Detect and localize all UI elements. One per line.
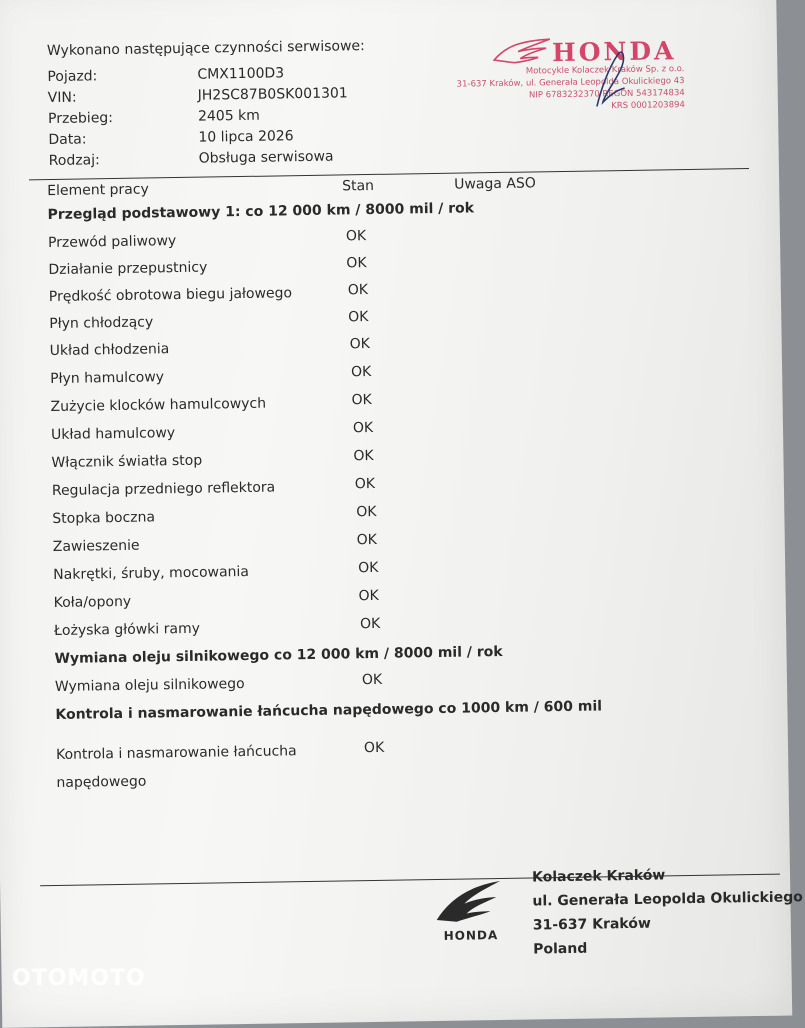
- work-item: Regulacja przedniego reflektora: [51, 479, 276, 500]
- status-ok: OK: [356, 531, 378, 549]
- work-item: Koła/opony: [53, 593, 132, 612]
- vehicle-value: JH2SC87B0SK001301: [197, 85, 348, 104]
- status-ok: OK: [358, 587, 379, 605]
- work-item: Nakrętki, śruby, mocowania: [53, 563, 250, 584]
- status-ok: OK: [348, 309, 369, 326]
- footer-address-line: ul. Generała Leopolda Okulickiego: [532, 889, 803, 910]
- section-heading: Kontrola i nasmarowanie łańcucha napędowego co 1000 km / 600 mil: [55, 698, 603, 723]
- status-ok: OK: [350, 363, 372, 381]
- work-item: Prędkość obrotowa biegu jałowego: [48, 285, 293, 306]
- column-header-note: Uwaga ASO: [454, 175, 536, 193]
- stamp-brand: HONDA: [551, 36, 677, 68]
- work-item: Łożyska główki ramy: [53, 620, 201, 640]
- vehicle-label: Data:: [48, 131, 87, 149]
- stamp-line: NIP 6783232370 REGON 543174834: [528, 88, 685, 101]
- status-ok: OK: [353, 447, 374, 465]
- honda-wing-logo: [432, 875, 509, 946]
- column-header-status: Stan: [342, 177, 375, 195]
- work-item: Stopka boczna: [52, 509, 156, 528]
- work-item: Płyn chłodzący: [49, 314, 154, 333]
- status-ok: OK: [363, 739, 385, 757]
- work-item-continued: napędowego: [56, 773, 147, 791]
- status-ok: OK: [345, 228, 367, 245]
- work-item: Działanie przepustnicy: [48, 259, 208, 279]
- status-ok: OK: [351, 391, 372, 409]
- work-item: Układ hamulcowy: [50, 425, 176, 444]
- header-rule: [29, 168, 749, 181]
- work-item: Przewód paliwowy: [47, 233, 177, 252]
- footer-brand: HONDA: [443, 928, 499, 943]
- section-heading: Przegląd podstawowy 1: co 12 000 km / 8000 mil / rok: [47, 200, 475, 224]
- dealer-stamp: [456, 35, 703, 118]
- signature-icon: [590, 50, 631, 111]
- section-heading: Wymiana oleju silnikowego co 12 000 km / 8000 mil / rok: [54, 643, 503, 668]
- vehicle-label: VIN:: [47, 89, 77, 107]
- status-ok: OK: [346, 255, 367, 272]
- work-item: Zawieszenie: [52, 537, 140, 556]
- status-ok: OK: [349, 336, 370, 353]
- work-item: Płyn hamulcowy: [50, 369, 165, 388]
- vehicle-value: Obsługa serwisowa: [198, 148, 334, 167]
- work-item: Kontrola i nasmarowanie łańcucha: [55, 743, 297, 763]
- vehicle-value: 2405 km: [197, 107, 260, 125]
- footer-address-line: Poland: [533, 940, 588, 958]
- work-item: Zużycie klocków hamulcowych: [50, 395, 267, 416]
- work-item: Układ chłodzenia: [49, 341, 170, 360]
- stamp-line: 31-637 Kraków, ul. Generała Leopolda Okulickiego 43: [456, 76, 685, 90]
- work-item: Wymiana oleju silnikowego: [54, 676, 245, 696]
- vehicle-label: Przebieg:: [47, 110, 114, 128]
- stamp-line: KRS 0001203894: [611, 100, 686, 112]
- status-ok: OK: [361, 671, 383, 689]
- footer-rule: [40, 874, 780, 887]
- intro-text: Wykonano następujące czynności serwisowe:: [46, 38, 365, 60]
- vehicle-value: CMX1100D3: [197, 65, 285, 83]
- stamp-line: Motocykle Kolaczek Kraków Sp. z o.o.: [525, 64, 685, 77]
- status-ok: OK: [347, 282, 369, 299]
- footer-address-line: 31-637 Kraków: [532, 915, 651, 934]
- status-ok: OK: [359, 615, 381, 633]
- honda-wing-icon: [492, 37, 552, 64]
- status-ok: OK: [358, 559, 379, 577]
- otomoto-watermark: OTOMOTO: [12, 966, 146, 991]
- status-ok: OK: [356, 503, 377, 521]
- status-ok: OK: [352, 419, 374, 437]
- vehicle-label: Pojazd:: [47, 68, 98, 86]
- vehicle-value: 10 lipca 2026: [198, 128, 294, 146]
- vehicle-label: Rodzaj:: [48, 152, 100, 170]
- status-ok: OK: [354, 475, 376, 493]
- footer-address-line: Kolaczek Kraków: [531, 867, 666, 886]
- column-header-element: Element pracy: [47, 181, 149, 200]
- work-item: Włącznik światła stop: [51, 452, 203, 472]
